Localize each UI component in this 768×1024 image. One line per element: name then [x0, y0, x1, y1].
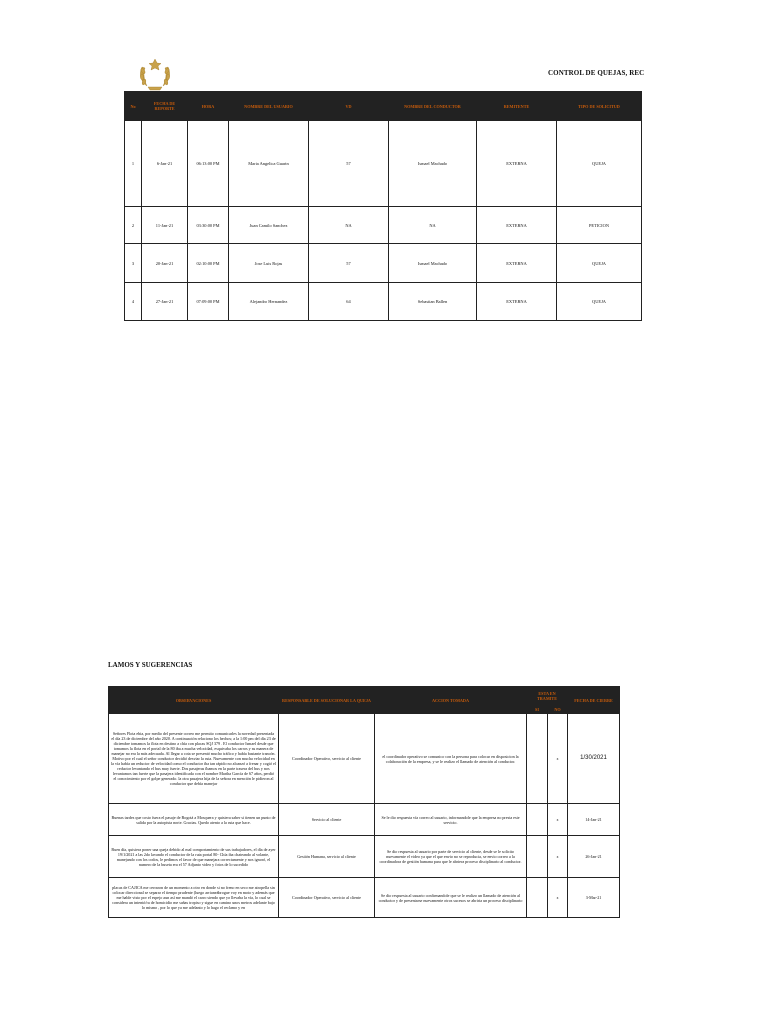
cell-vd: 57	[309, 121, 389, 207]
col-header-hora: HORA	[188, 92, 229, 121]
cell-fecha: 6-Jan-21	[142, 121, 188, 207]
col-header-usuario: NOMBRE DEL USUARIO	[229, 92, 309, 121]
cell-tipo: QUEJA	[557, 244, 642, 283]
cell-accion: el coordinador operativo se comunico con la persona para colocar en disposicion la colaboración de la empresa, y se le realizo el llamado de atención al conductor.	[375, 714, 527, 804]
table-row	[125, 244, 642, 283]
document-title: CONTROL DE QUEJAS, REC	[548, 69, 645, 77]
cell-si	[527, 804, 548, 836]
cell-accion: Se dio respuesta al usuario confirmandole que se le realizo un llamado de atención al conductor y de presentarse nuevamente otros sucesos se abriria un proceso disciplinario	[375, 878, 527, 918]
cell-hora: 02:10:00 PM	[188, 244, 229, 283]
col-header-vd: VD	[309, 92, 389, 121]
col-header-conductor: NOMBRE DEL CONDUCTOR	[389, 92, 477, 121]
table-row	[125, 283, 642, 321]
table-header-row	[109, 687, 620, 705]
cell-no: x	[548, 714, 568, 804]
cell-responsable: Servicio al cliente	[279, 804, 375, 836]
cell-vd: 64	[309, 283, 389, 321]
cell-tipo: PETICION	[557, 207, 642, 244]
cell-conductor: Ismael Machado	[389, 244, 477, 283]
cell-si	[527, 878, 548, 918]
cell-observaciones: placas de CAJICA me cerraron de un momento a otro en donde si no freno en seco me atropella sin colocar direccional se separar el tiempo prudente (luego arrianeábrogue voy en moto y además que me hable visto por el espejo aun así me mandó el carro siendo que yo llevaba la vía, lo cual se considera un intentó/ra de homicidio me sañas tropiso y sigue en camino unos metros adelante bajo lo mismo , por lo que ya me adelanto y lo hago el reclamo y en	[109, 878, 279, 918]
section-title: LAMOS Y SUGERENCIAS	[108, 661, 193, 669]
col-header-cierre: FECHA DE CIERRE	[568, 687, 620, 714]
cell-vd: NA	[309, 207, 389, 244]
col-header-tramite: ESTA EN TRAMITE	[527, 687, 568, 705]
col-header-si: SI	[527, 705, 548, 714]
col-header-fecha: FECHA DE REPORTE	[142, 92, 188, 121]
cell-responsable: Coordinador Operativo, servicio al cliente	[279, 714, 375, 804]
table-row	[125, 121, 642, 207]
cell-hora: 03:30:00 PM	[188, 207, 229, 244]
cell-usuario: Maria Angelica Guarin	[229, 121, 309, 207]
observations-table	[108, 686, 620, 918]
cell-fecha: 27-Jan-21	[142, 283, 188, 321]
cell-observaciones: Señores Flota ebia, por medio del presente correo me permito comunicarles la novedad presentada el día 23 de diciembre del año 2020. A continuación relaciono los hechos; a la 1:00 pm del día 23 de diciembre tomamos la flota en destino a chía con placas SQJ 379 . El conductor Ismael desde que tomamos la flota en el portal de la 80 iba a mucha velocidad, esquivaba los carros y su manera de manejar no era la más adecuada. Al llegar a cota se presentó mucho tráfico y había bastante trancón. Motivo por el cual el señor conductor decidió desviar la ruta. Nuevamente con mucha velocidad en la vía había un reductor de velocidad como el conductor iba tan rápido no alcanzó a frenar y cogió el reductor levantando el bus muy fuerte. Dos pasajeras íbamos en la parte trasera del bus y nos levantamos tan fuerte que la pasajera identificada con el nombre Martha García de 67 años, perdió el conocimiento por el golpe generado. la otra pasajera hija de la señora en mención le pidieron al conductor que debía manejar	[109, 714, 279, 804]
table-row	[109, 714, 620, 804]
cell-no: 4	[125, 283, 142, 321]
cell-conductor: Sebastian Ballen	[389, 283, 477, 321]
col-header-responsable: RESPONSABLE DE SOLUCIONAR LA QUEJA	[279, 687, 375, 714]
cell-remitente: EXTERNA	[477, 283, 557, 321]
table-row	[109, 804, 620, 836]
cell-usuario: Jose Luis Rojas	[229, 244, 309, 283]
cell-no: x	[548, 804, 568, 836]
table-header-row	[125, 92, 642, 121]
cell-cierre: 1/30/2021	[568, 714, 620, 804]
table-row	[109, 836, 620, 878]
table-row	[125, 207, 642, 244]
cell-tipo: QUEJA	[557, 283, 642, 321]
cell-observaciones: Buenas tardes que costo fuera el pasaje de Bogotá a Mosquera y quisiera saber si tienen un punto de salida por la autopista norte. Gracias. Quedo atento a la ruta que hace.	[109, 804, 279, 836]
cell-no: 3	[125, 244, 142, 283]
cell-accion: Se le dio respuesta vía correo al usuario, informandole que la empresa no presta este servicio.	[375, 804, 527, 836]
cell-tipo: QUEJA	[557, 121, 642, 207]
complaints-table	[124, 91, 642, 321]
cell-remitente: EXTERNA	[477, 121, 557, 207]
col-header-observaciones: OBSERVACIONES	[109, 687, 279, 714]
col-header-no: No	[125, 92, 142, 121]
laurel-logo-icon	[134, 53, 176, 93]
cell-conductor: NA	[389, 207, 477, 244]
cell-responsable: Coordinador Operativo, servicio al cliente	[279, 878, 375, 918]
cell-conductor: Ismael Machado	[389, 121, 477, 207]
cell-cierre: 26-Jan-21	[568, 836, 620, 878]
cell-no: x	[548, 836, 568, 878]
cell-no: x	[548, 878, 568, 918]
cell-hora: 07:09:00 PM	[188, 283, 229, 321]
cell-remitente: EXTERNA	[477, 244, 557, 283]
cell-si	[527, 714, 548, 804]
col-header-tipo: TIPO DE SOLICITUD	[557, 92, 642, 121]
col-header-no: NO	[548, 705, 568, 714]
cell-si	[527, 836, 548, 878]
cell-accion: Se dio respuesta al usuario por parte de servicio al cliente, desde se le solicito nuevamente el video ya que el que envio no se reproducia, se envio correo a la coordinadora de gestión humana para que le abriera proceso disciplinario al conductor.	[375, 836, 527, 878]
cell-no: 2	[125, 207, 142, 244]
cell-usuario: Alejandro Hernandez	[229, 283, 309, 321]
cell-observaciones: Buen día, quisiera poner una queja debido al mal comportamiento de sus trabajadores, el día de ayer 19/1/2021 a las 2do lavando el conductor de la ruta portal 80- Chía iba chateando al volante, manejando con los codos, le pedimos el favor de que manejara correctamente y nos ignoró, el numero de la buseta era el 57 Adjunto video y fotos de lo sucedido	[109, 836, 279, 878]
cell-hora: 06:13:00 PM	[188, 121, 229, 207]
cell-fecha: 11-Jan-21	[142, 207, 188, 244]
cell-cierre: 3-Mar-21	[568, 878, 620, 918]
col-header-accion: ACCION TOMADA	[375, 687, 527, 714]
cell-fecha: 20-Jan-21	[142, 244, 188, 283]
cell-usuario: Juan Camilo Sanchez	[229, 207, 309, 244]
cell-vd: 57	[309, 244, 389, 283]
cell-no: 1	[125, 121, 142, 207]
col-header-remitente: REMITENTE	[477, 92, 557, 121]
cell-responsable: Gestión Humana, servicio al cliente	[279, 836, 375, 878]
cell-cierre: 14-Jan-21	[568, 804, 620, 836]
cell-remitente: EXTERNA	[477, 207, 557, 244]
table-row	[109, 878, 620, 918]
